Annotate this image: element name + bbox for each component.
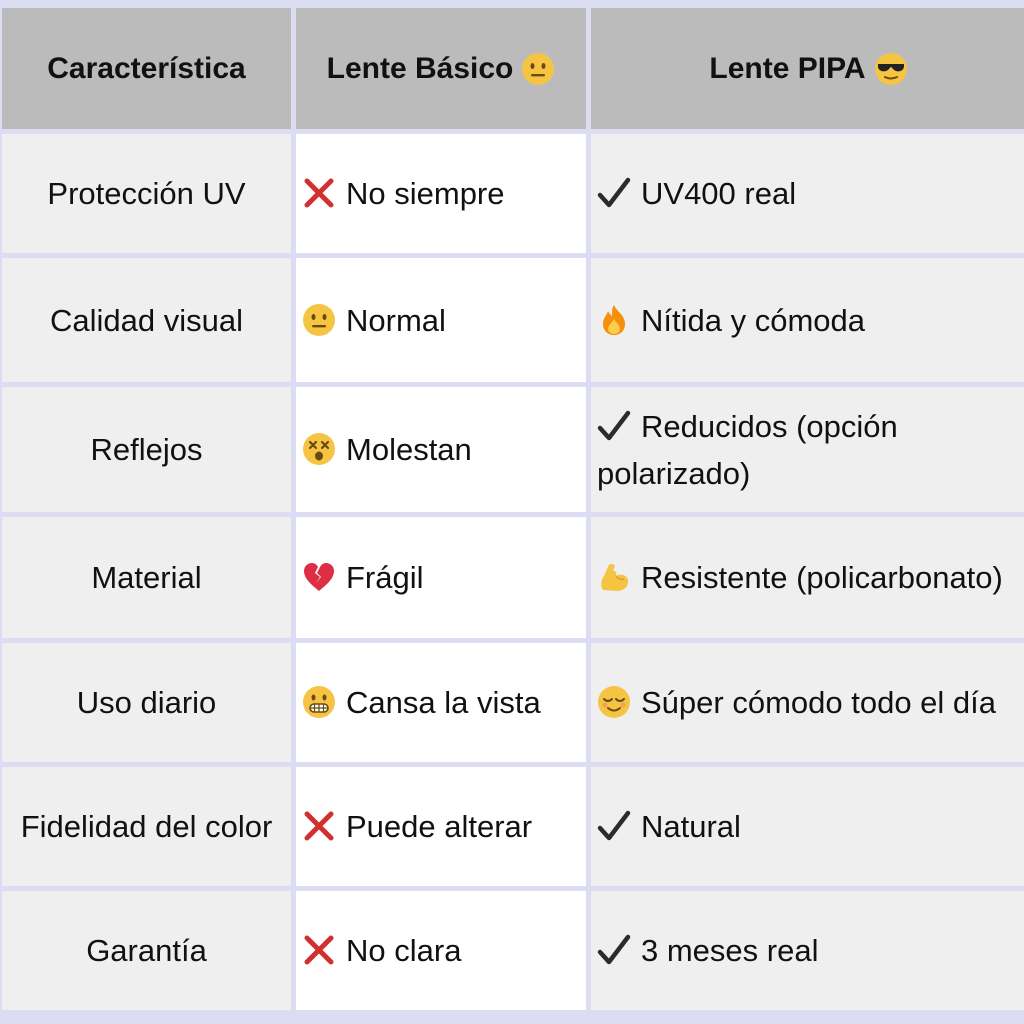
pipa-cell <box>591 643 1024 762</box>
feature-label: Protección UV <box>47 176 246 211</box>
sunglasses-face-icon <box>874 52 908 86</box>
check-icon <box>597 409 631 443</box>
basic-cell <box>296 387 586 512</box>
basic-cell <box>296 517 586 638</box>
pipa-text <box>597 403 1018 497</box>
feature-label: Calidad visual <box>50 302 243 338</box>
pipa-label: Nítida y cómoda <box>641 302 865 338</box>
feature-cell <box>2 767 291 886</box>
basic-text <box>302 679 541 726</box>
feature-label: Material <box>91 560 202 595</box>
feature-cell <box>2 517 291 638</box>
broken-heart-icon <box>302 560 336 594</box>
feature-label: Uso diario <box>76 685 217 720</box>
check-icon <box>597 809 631 843</box>
basic-label: Cansa la vista <box>346 685 541 720</box>
basic-text <box>302 297 446 344</box>
basic-label: No clara <box>346 933 462 968</box>
feature-label: Reflejos <box>90 432 203 467</box>
pipa-label: Resistente (policarbonato) <box>641 560 1003 595</box>
pipa-text <box>597 927 818 974</box>
fire-icon <box>597 303 631 337</box>
basic-cell <box>296 891 586 1010</box>
cross-icon <box>302 809 336 843</box>
cross-icon <box>302 933 336 967</box>
pipa-label: UV400 real <box>641 176 797 211</box>
pipa-cell <box>591 517 1024 638</box>
comparison-table <box>0 8 1024 1010</box>
feature-cell <box>2 387 291 512</box>
basic-text <box>302 554 424 601</box>
grimacing-face-icon <box>302 685 336 719</box>
basic-label: Molestan <box>346 432 472 467</box>
flexed-biceps-icon <box>597 560 631 594</box>
feature-cell <box>2 134 291 253</box>
basic-text <box>302 170 505 217</box>
pipa-label: Reducidos (opción polarizado) <box>597 408 898 491</box>
header-basic-label: Lente Básico <box>326 52 514 85</box>
basic-label: Normal <box>346 302 446 338</box>
basic-text <box>302 803 532 850</box>
basic-cell <box>296 643 586 762</box>
check-icon <box>597 933 631 967</box>
pipa-cell <box>591 767 1024 886</box>
header-feature-label: Característica <box>47 52 246 85</box>
basic-text <box>302 426 472 473</box>
basic-cell <box>296 134 586 253</box>
basic-label: Frágil <box>346 560 424 595</box>
pipa-cell <box>591 891 1024 1010</box>
neutral-face-icon <box>521 52 555 86</box>
pipa-cell <box>591 387 1024 512</box>
header-pipa-label: Lente PIPA <box>709 52 866 85</box>
pipa-text <box>597 803 741 850</box>
feature-cell <box>2 643 291 762</box>
pipa-text <box>597 170 796 217</box>
basic-cell <box>296 767 586 886</box>
basic-label: No siempre <box>346 176 505 211</box>
pipa-text <box>597 297 865 344</box>
pipa-label: 3 meses real <box>641 933 819 968</box>
pipa-cell <box>591 134 1024 253</box>
cross-icon <box>302 176 336 210</box>
relieved-face-icon <box>597 685 631 719</box>
header-basic <box>296 8 586 129</box>
dizzy-face-icon <box>302 432 336 466</box>
pipa-label: Natural <box>641 809 741 844</box>
pipa-cell <box>591 258 1024 382</box>
feature-label: Garantía <box>86 933 207 968</box>
feature-cell <box>2 891 291 1010</box>
feature-label: Fidelidad del color <box>20 809 273 844</box>
header-pipa <box>591 8 1024 129</box>
pipa-label: Súper cómodo todo el día <box>641 685 997 720</box>
check-icon <box>597 176 631 210</box>
pipa-text <box>597 554 1003 601</box>
neutral-face-icon <box>302 303 336 337</box>
basic-text <box>302 927 461 974</box>
header-feature <box>2 8 291 129</box>
basic-label: Puede alterar <box>346 809 533 844</box>
pipa-text <box>597 679 996 726</box>
basic-cell <box>296 258 586 382</box>
feature-cell <box>2 258 291 382</box>
